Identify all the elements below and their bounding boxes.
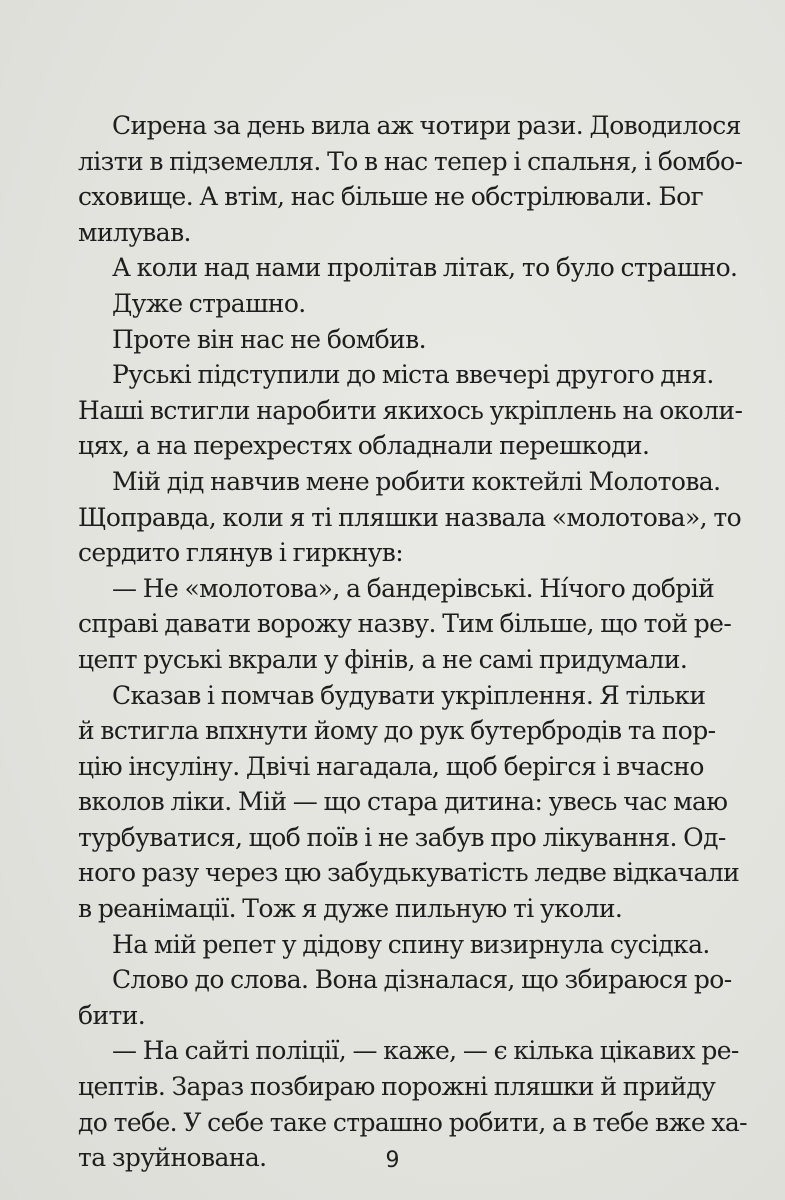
text-line: — Не «молотова», а бандерівські. Ні́чого добрій (112, 573, 715, 603)
text-line: справі давати ворожу назву. Тим більше, що той ре- (78, 609, 732, 639)
text-line: Наші встигли наробити якихось укріплень на околи- (78, 395, 743, 425)
text-line: турбуватися, щоб поїв і не забув про лікування. Од- (78, 822, 726, 852)
text-line: Дуже страшно. (112, 288, 306, 318)
page-number: 9 (385, 1148, 400, 1173)
text-line: й встигла впхнути йому до рук бутербродів та пор- (78, 716, 716, 746)
text-line: Щоправда, коли я ті пляшки назвала «молотова», то (78, 502, 742, 532)
text-line: Мій дід навчив мене робити коктейлі Молотова. (112, 466, 721, 496)
text-line: в реанімації. Тож я дуже пильную ті уколи. (78, 894, 623, 924)
text-line: милував. (78, 217, 191, 247)
text-line: сердито глянув і гиркнув: (78, 538, 404, 568)
text-line: бити. (78, 1000, 146, 1030)
text-line: сховище. А втім, нас більше не обстрілювали. Бог (78, 182, 704, 212)
text-line: Руські підступили до міста ввечері другого дня. (112, 360, 714, 390)
text-line: цію інсуліну. Двічі нагадала, щоб берігся і вчасно (78, 751, 704, 781)
text-line: до тебе. У себе таке страшно робити, а в тебе вже ха- (78, 1107, 748, 1137)
text-line: На мій репет у дідову спину визирнула сусідка. (112, 929, 710, 959)
text-line: — На сайті поліції, — каже, — є кілька цікавих ре- (112, 1036, 739, 1066)
body-text (78, 108, 748, 1176)
text-line: Сказав і помчав будувати укріплення. Я тільки (112, 680, 706, 710)
text-line: цях, а на перехрестях обладнали перешкоди. (78, 431, 650, 461)
text-line: цепт руські вкрали у фінів, а не самі придумали. (78, 644, 688, 674)
text-line: вколов ліки. Мій — що стара дитина: увесь час маю (78, 787, 728, 817)
text-line: лізти в підземелля. То в нас тепер і спальня, і бомбо- (78, 146, 743, 176)
text-line: Сирена за день вила аж чотири рази. Доводилося (112, 111, 741, 140)
text-line: Проте він нас не бомбив. (112, 324, 426, 354)
text-line: та зруйнована. (78, 1143, 267, 1173)
text-line: Слово до слова. Вона дізналася, що збираюся ро- (112, 965, 732, 995)
text-line: А коли над нами пролітав літак, то було страшно. (112, 253, 738, 283)
text-line: цептів. Зараз позбираю порожні пляшки й прийду (78, 1072, 716, 1102)
text-line: ного разу через цю забудькуватість ледве відкачали (78, 858, 740, 888)
